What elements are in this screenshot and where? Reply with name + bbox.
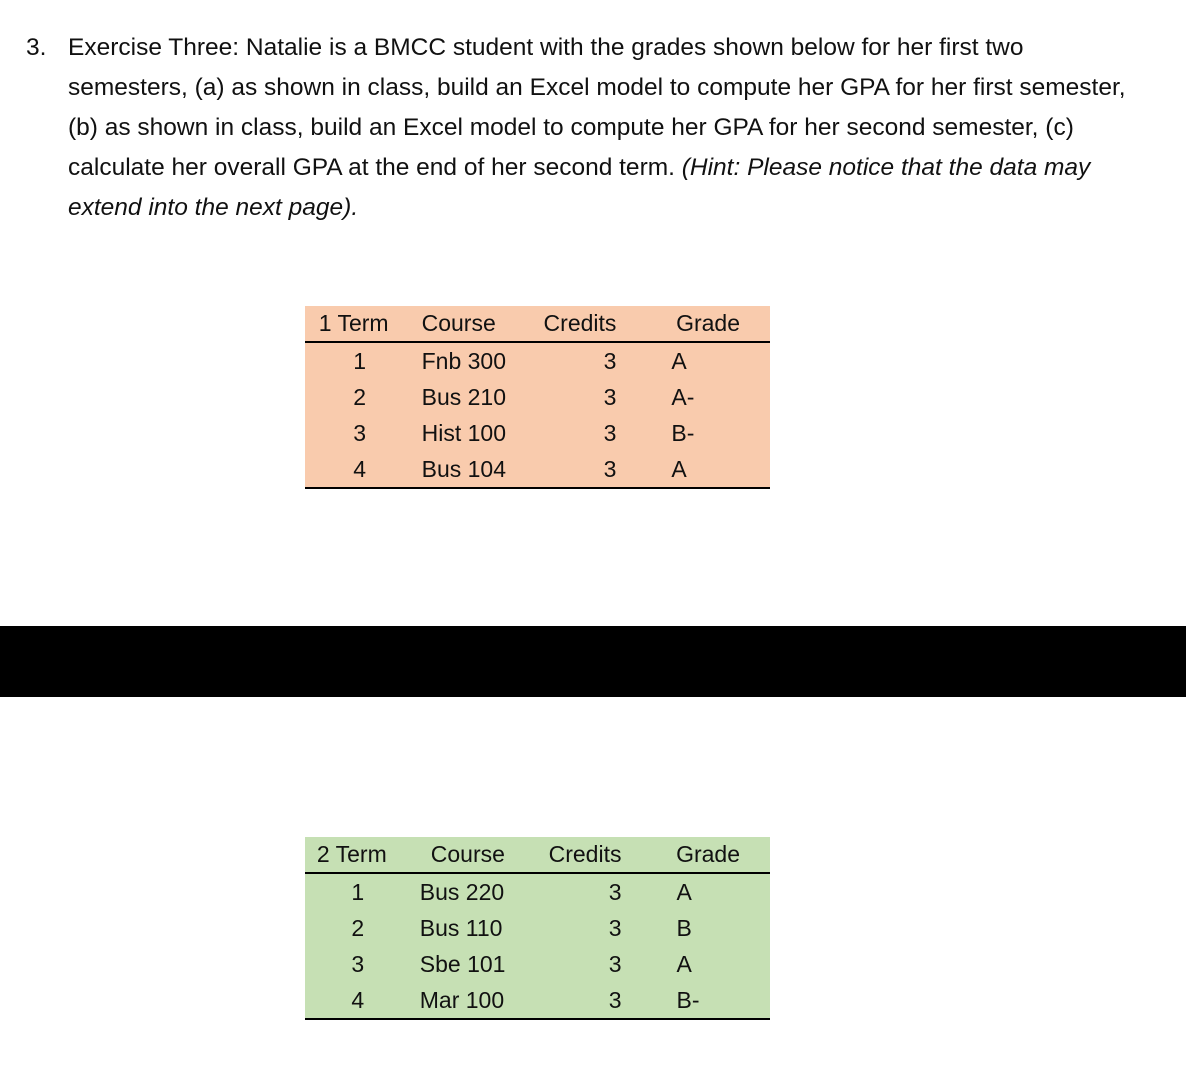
question-text: Exercise Three: Natalie is a BMCC student with the grades shown below for her first two semesters, (a) as shown in class, build an Excel model to compute her GPA for her first semester, (b) as shown in class, build an Excel model to compute her GPA for her second semester, (c) calculate her overall GPA at the end of her second term. bbox=[68, 34, 1126, 181]
question-block bbox=[26, 28, 1146, 228]
table-row bbox=[305, 946, 770, 982]
row-number: 3 bbox=[353, 419, 366, 446]
term2-header-row bbox=[305, 837, 770, 873]
header-course: Course bbox=[391, 837, 533, 873]
grade-cell: A bbox=[676, 878, 692, 905]
row-number: 4 bbox=[353, 455, 366, 482]
grade-cell: A bbox=[671, 347, 687, 374]
question-hint: (Hint: Please notice that the data may extend into the next page). bbox=[68, 154, 1091, 221]
course-cell: Bus 210 bbox=[421, 383, 507, 410]
term1-header-row bbox=[305, 306, 770, 342]
header-grade: Grade bbox=[621, 837, 770, 873]
credits-cell: 3 bbox=[603, 383, 617, 410]
course-cell: Bus 104 bbox=[393, 451, 526, 488]
table-row bbox=[305, 415, 770, 451]
course-cell: Hist 100 bbox=[421, 419, 506, 446]
credits-cell: 3 bbox=[603, 419, 617, 446]
header-credits: Credits bbox=[532, 837, 621, 873]
table-row bbox=[305, 451, 770, 488]
row-number: 4 bbox=[351, 986, 365, 1013]
header-credits: Credits bbox=[526, 306, 617, 342]
course-cell: Bus 220 bbox=[419, 878, 505, 905]
course-cell: Mar 100 bbox=[391, 982, 533, 1019]
question-number: 3. bbox=[26, 34, 47, 61]
row-number: 1 bbox=[353, 347, 366, 374]
credits-cell: 3 bbox=[526, 451, 617, 488]
course-cell: Fnb 300 bbox=[421, 347, 507, 374]
grade-cell: B- bbox=[671, 419, 695, 446]
question-body bbox=[68, 28, 1146, 228]
table-row bbox=[305, 910, 770, 946]
row-number: 1 bbox=[351, 878, 365, 905]
redaction-bar bbox=[0, 626, 1186, 697]
credits-cell: 3 bbox=[608, 914, 622, 941]
credits-cell: 3 bbox=[608, 950, 622, 977]
row-number: 2 bbox=[353, 383, 366, 410]
header-course: Course bbox=[393, 306, 526, 342]
table-row bbox=[305, 342, 770, 379]
course-cell: Bus 110 bbox=[419, 914, 503, 941]
row-number: 3 bbox=[351, 950, 365, 977]
header-grade: Grade bbox=[616, 306, 770, 342]
table-row bbox=[305, 982, 770, 1019]
table-row bbox=[305, 379, 770, 415]
course-cell: Sbe 101 bbox=[419, 950, 506, 977]
header-term: 1 Term bbox=[305, 306, 393, 342]
table-row bbox=[305, 873, 770, 910]
grade-cell: B- bbox=[621, 982, 770, 1019]
grade-cell: B bbox=[676, 914, 692, 941]
credits-cell: 3 bbox=[603, 347, 617, 374]
term1-grades-table bbox=[305, 306, 770, 489]
credits-cell: 3 bbox=[608, 878, 622, 905]
row-number: 2 bbox=[351, 914, 365, 941]
credits-cell: 3 bbox=[532, 982, 621, 1019]
grade-cell: A bbox=[676, 950, 692, 977]
term2-grades-table bbox=[305, 837, 770, 1020]
header-term: 2 Term bbox=[305, 837, 391, 873]
grade-cell: A bbox=[616, 451, 770, 488]
grade-cell: A- bbox=[671, 383, 695, 410]
